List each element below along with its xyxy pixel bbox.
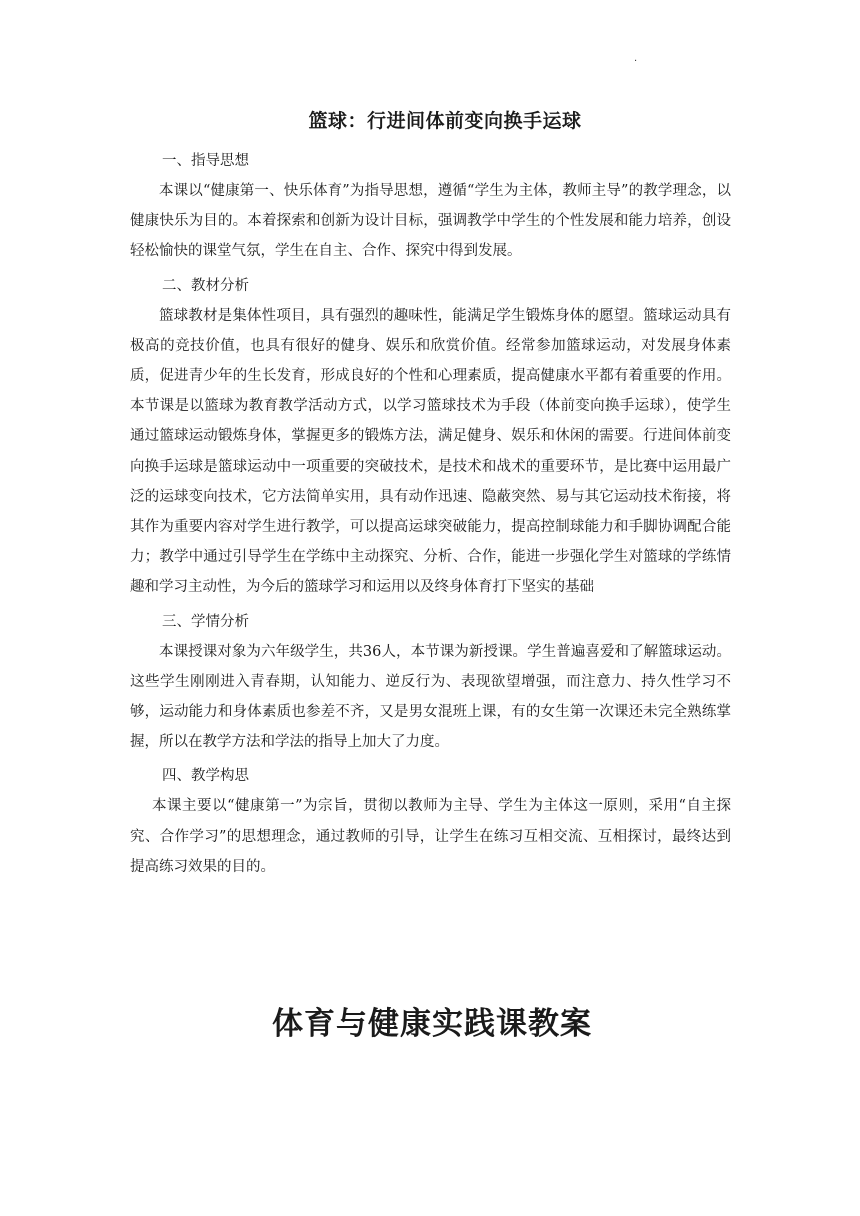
section-heading-guiding-ideology: 一、指导思想	[162, 153, 249, 169]
document-body	[130, 146, 731, 882]
section-paragraph-teaching-concept: 本课主要以“健康第一”为宗旨，贯彻以教师为主导、学生为主体这一原则，采用“自主探究、合作学习”的思想理念，通过教师的引导，让学生在练习互相交流、互相探讨，最终达到提高练习效果的目的。	[130, 798, 731, 875]
section-paragraph-student-analysis: 本课授课对象为六年级学生，共36人，本节课为新授课。学生普遍喜爱和了解篮球运动。这些学生刚刚进入青春期，认知能力、逆反行为、表现欲望增强，而注意力、持久性学习不够，运动能力和身体素质也参差不齐，又是男女混班上课，有的女生第一次课还未完全熟练掌握，所以在教学方法和学法的指导上加大了力度。	[130, 643, 731, 751]
section-heading-student-analysis: 三、学情分析	[162, 613, 249, 630]
section-paragraph-guiding-ideology: 本课以“健康第一、快乐体育”为指导思想，遵循“学生为主体，教师主导”的教学理念，以健康快乐为目的。本着探索和创新为设计目标，强调教学中学生的个性发展和能力培养，创设轻松愉快的课堂气氛，学生在自主、合作、探究中得到发展。	[130, 183, 731, 260]
section-heading-teaching-concept: 四、教学构思	[162, 768, 249, 785]
lesson-plan-title: 体育与健康实践课教案	[272, 1006, 592, 1042]
section-heading-textbook-analysis: 二、教材分析	[162, 277, 249, 294]
document-title: 篮球：行进间体前变向换手运球	[308, 110, 582, 132]
section-paragraph-textbook-analysis: 篮球教材是集体性项目，具有强烈的趣味性，能满足学生锻炼身体的愿望。篮球运动具有极高的竞技价值，也具有很好的健身、娱乐和欣赏价值。经常参加篮球运动，对发展身体素质，促进青少年的生长发育，形成良好的个性和心理素质，提高健康水平都有着重要的作用。本节课是以篮球为教育教学活动方式，以学习篮球技术为手段（体前变向换手运球），使学生通过篮球运动锻炼身体，掌握更多的锻炼方法，满足健身、娱乐和休闲的需要。行进间体前变向换手运球是篮球运动中一项重要的突破技术，是技术和战术的重要环节，是比赛中运用最广泛的运球变向技术，它方法简单实用，具有动作迅速、隐蔽突然、易与其它运动技术衔接，将其作为重要内容对学生进行教学，可以提高运球突破能力，提高控制球能力和手脚协调配合能力；教学中通过引导学生在学练中主动探究、分析、合作，能进一步强化学生对篮球的学练情趣和学习主动性，为今后的篮球学习和运用以及终身体育打下坚实的基础	[130, 307, 731, 596]
corner-mark: ·	[634, 56, 638, 67]
